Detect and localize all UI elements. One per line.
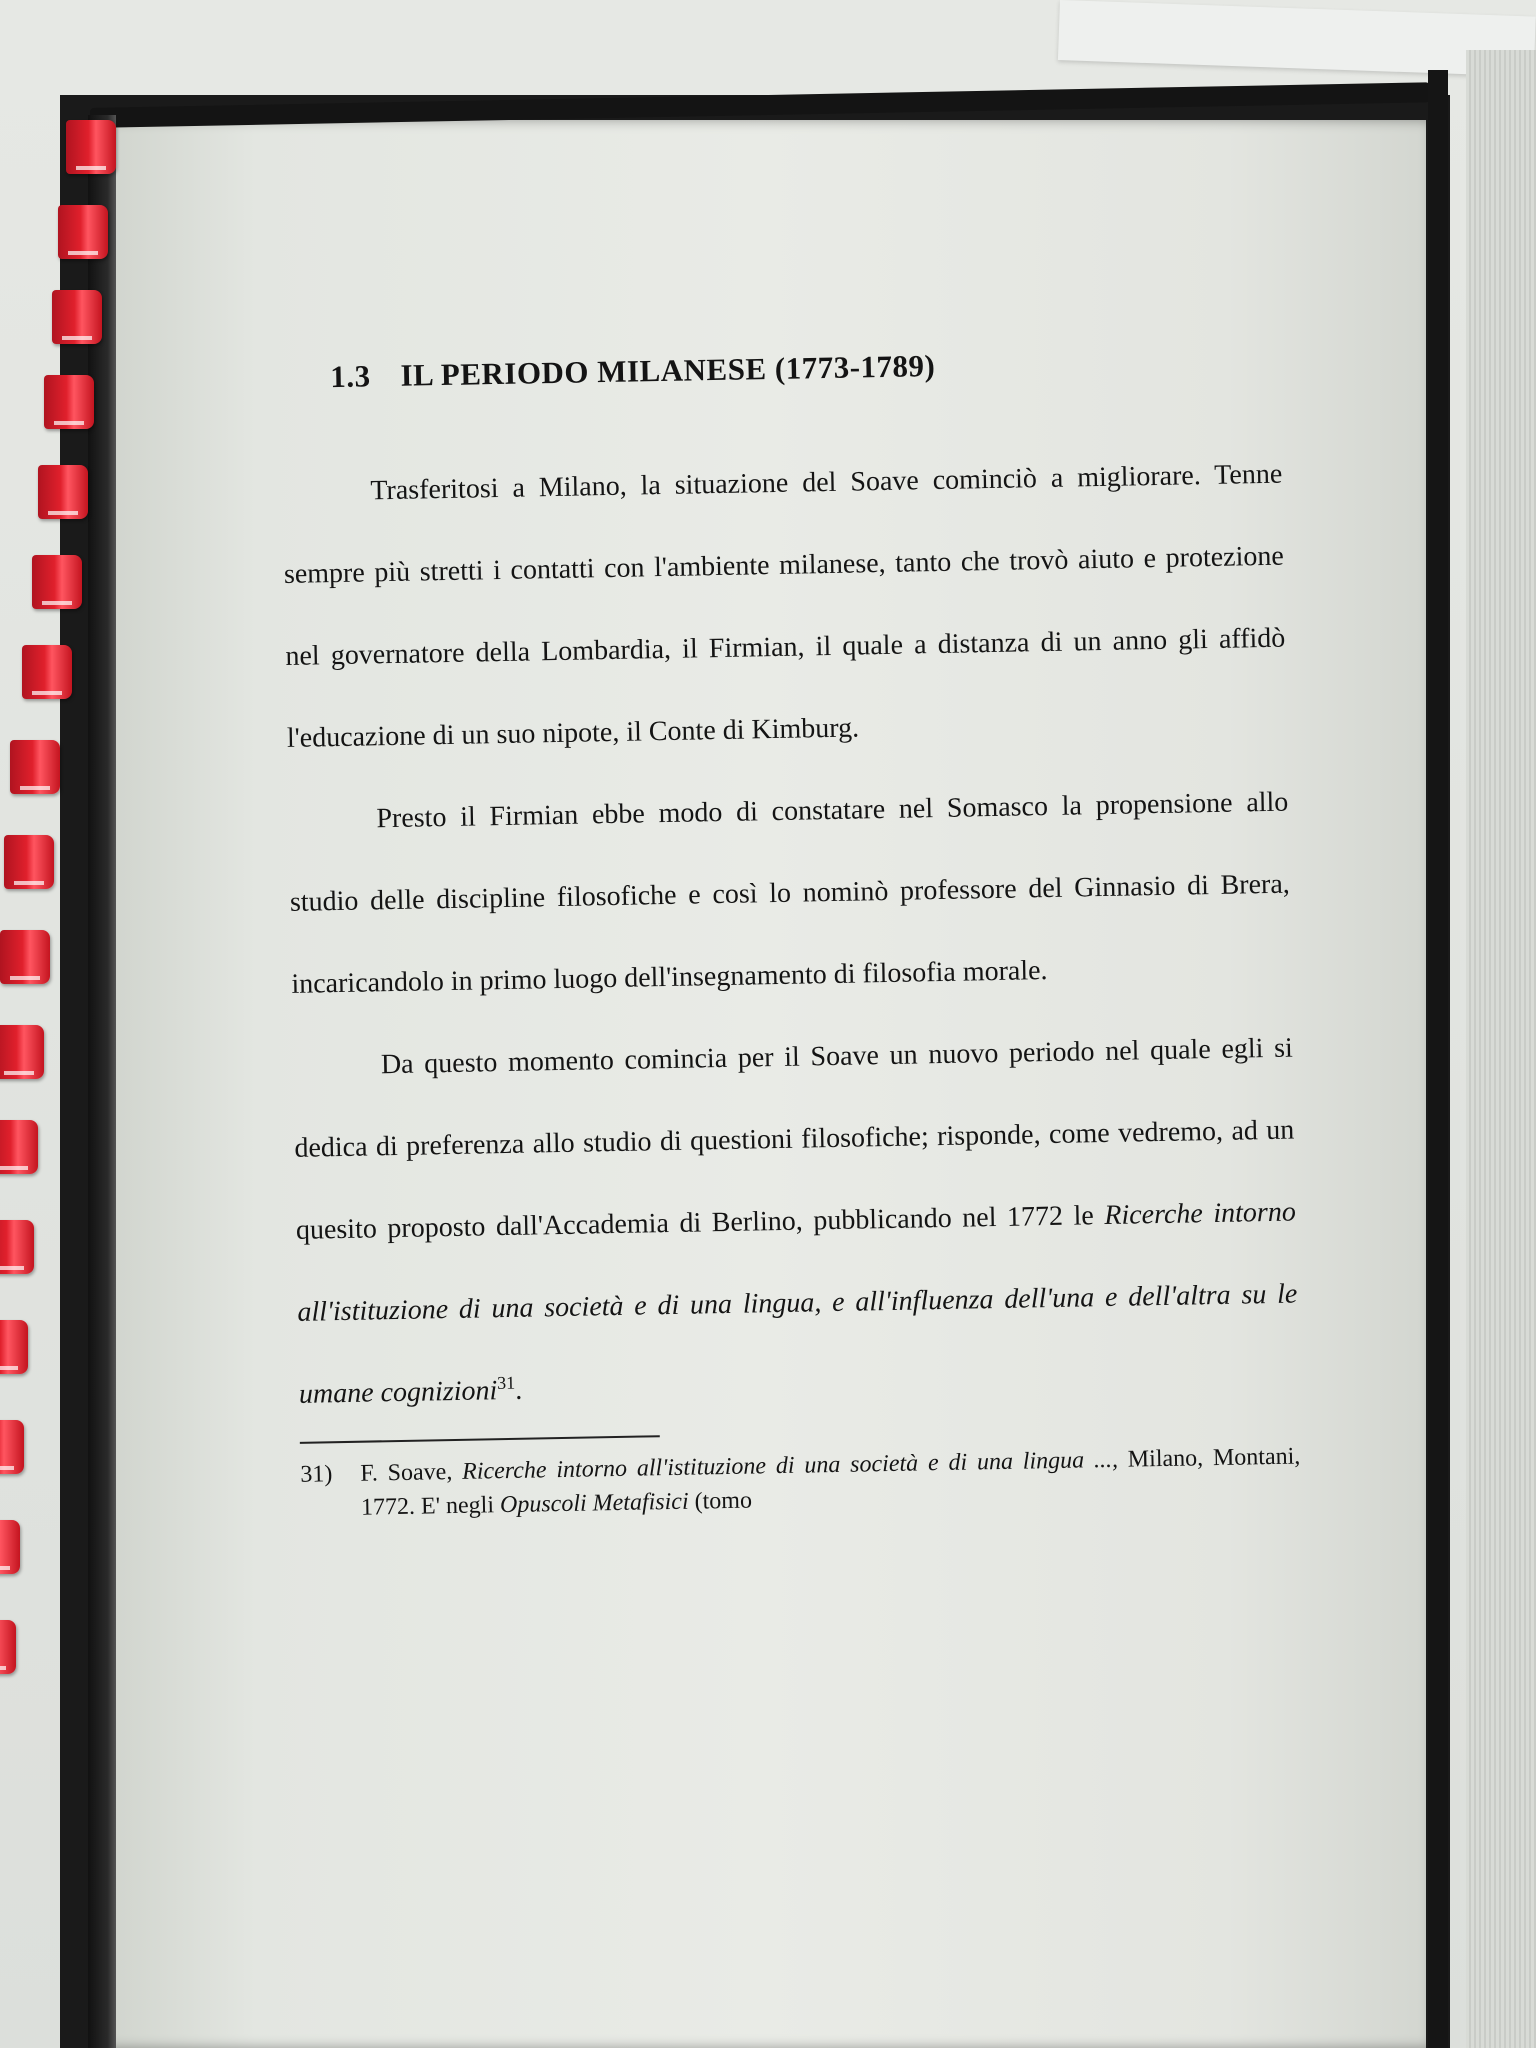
closing-period: . xyxy=(514,1374,523,1406)
footnote-divider xyxy=(300,1435,660,1444)
binding-coil xyxy=(0,1520,20,1574)
binding-coil xyxy=(32,555,82,609)
binding-coil xyxy=(22,645,72,699)
footnote-reference: 31 xyxy=(496,1372,516,1393)
footnote-tail: (tomo xyxy=(694,1487,753,1515)
page-right-edge xyxy=(1428,70,1448,2048)
binding-coil xyxy=(0,1620,16,1674)
page-text xyxy=(280,342,1301,1526)
footnote-title: Ricerche intorno all'istituzione di una società e di una lingua ..., xyxy=(461,1446,1119,1485)
paragraph-2: Presto il Firmian ebbe modo di constatare nel Somasco la propensione allo studio delle discipline filosofiche e così lo nominò professore del Ginnasio di Brera, incaricandolo in primo luogo dell'insegnamento di filosofia morale. xyxy=(289,786,1291,1000)
book-title-italic: Ricerche intorno all'istituzione di una società e di una lingua, e all'influenza dell'una e dell'altra su le umane cognizioni xyxy=(297,1196,1298,1410)
background-paper-sheet xyxy=(1058,0,1536,77)
binding-coil xyxy=(0,930,50,984)
paragraph-3 xyxy=(292,1008,1299,1436)
spiral-binding xyxy=(0,120,110,1720)
binding-coil xyxy=(38,465,88,519)
paragraph-3-text: Da questo momento comincia per il Soave un nuovo periodo nel quale egli si dedica di preferenza allo studio di questioni filosofiche; risponde, come vedremo, ad un quesito proposto dall'Accademia di Berlino, pubblicando nel 1772 le xyxy=(294,1032,1295,1246)
binding-coil xyxy=(0,1120,38,1174)
section-title: IL PERIODO MILANESE (1773-1789) xyxy=(400,347,936,393)
binding-coil xyxy=(58,205,108,259)
binding-coil xyxy=(0,1420,24,1474)
binding-coil xyxy=(0,1320,28,1374)
binding-coil xyxy=(66,120,116,174)
binding-coil xyxy=(10,740,60,794)
section-number: 1.3 xyxy=(329,358,371,395)
footnote-author: F. Soave, xyxy=(360,1459,453,1487)
binding-coil xyxy=(4,835,54,889)
binding-coil xyxy=(0,1220,34,1274)
binding-coil xyxy=(44,375,94,429)
footnote-series: Opuscoli Metafisici xyxy=(499,1488,689,1519)
binding-coil xyxy=(52,290,102,344)
footnote-publication: Milano, Montani, 1772. E' negli xyxy=(360,1443,1301,1521)
paragraph-1: Trasferitosi a Milano, la situazione del Soave cominciò a migliorare. Tenne sempre più stretti i contatti con l'ambiente milanese, tanto che trovò aiuto e protezione nel governatore della Lombardia, il Firmian, il quale a distanza di un anno gli affidò l'educazione di un suo nipote, il Conte di Kimburg. xyxy=(283,458,1286,754)
footnote-number: 31) xyxy=(300,1461,333,1488)
binding-coil xyxy=(0,1025,44,1079)
book-page-edges xyxy=(1466,50,1536,2048)
